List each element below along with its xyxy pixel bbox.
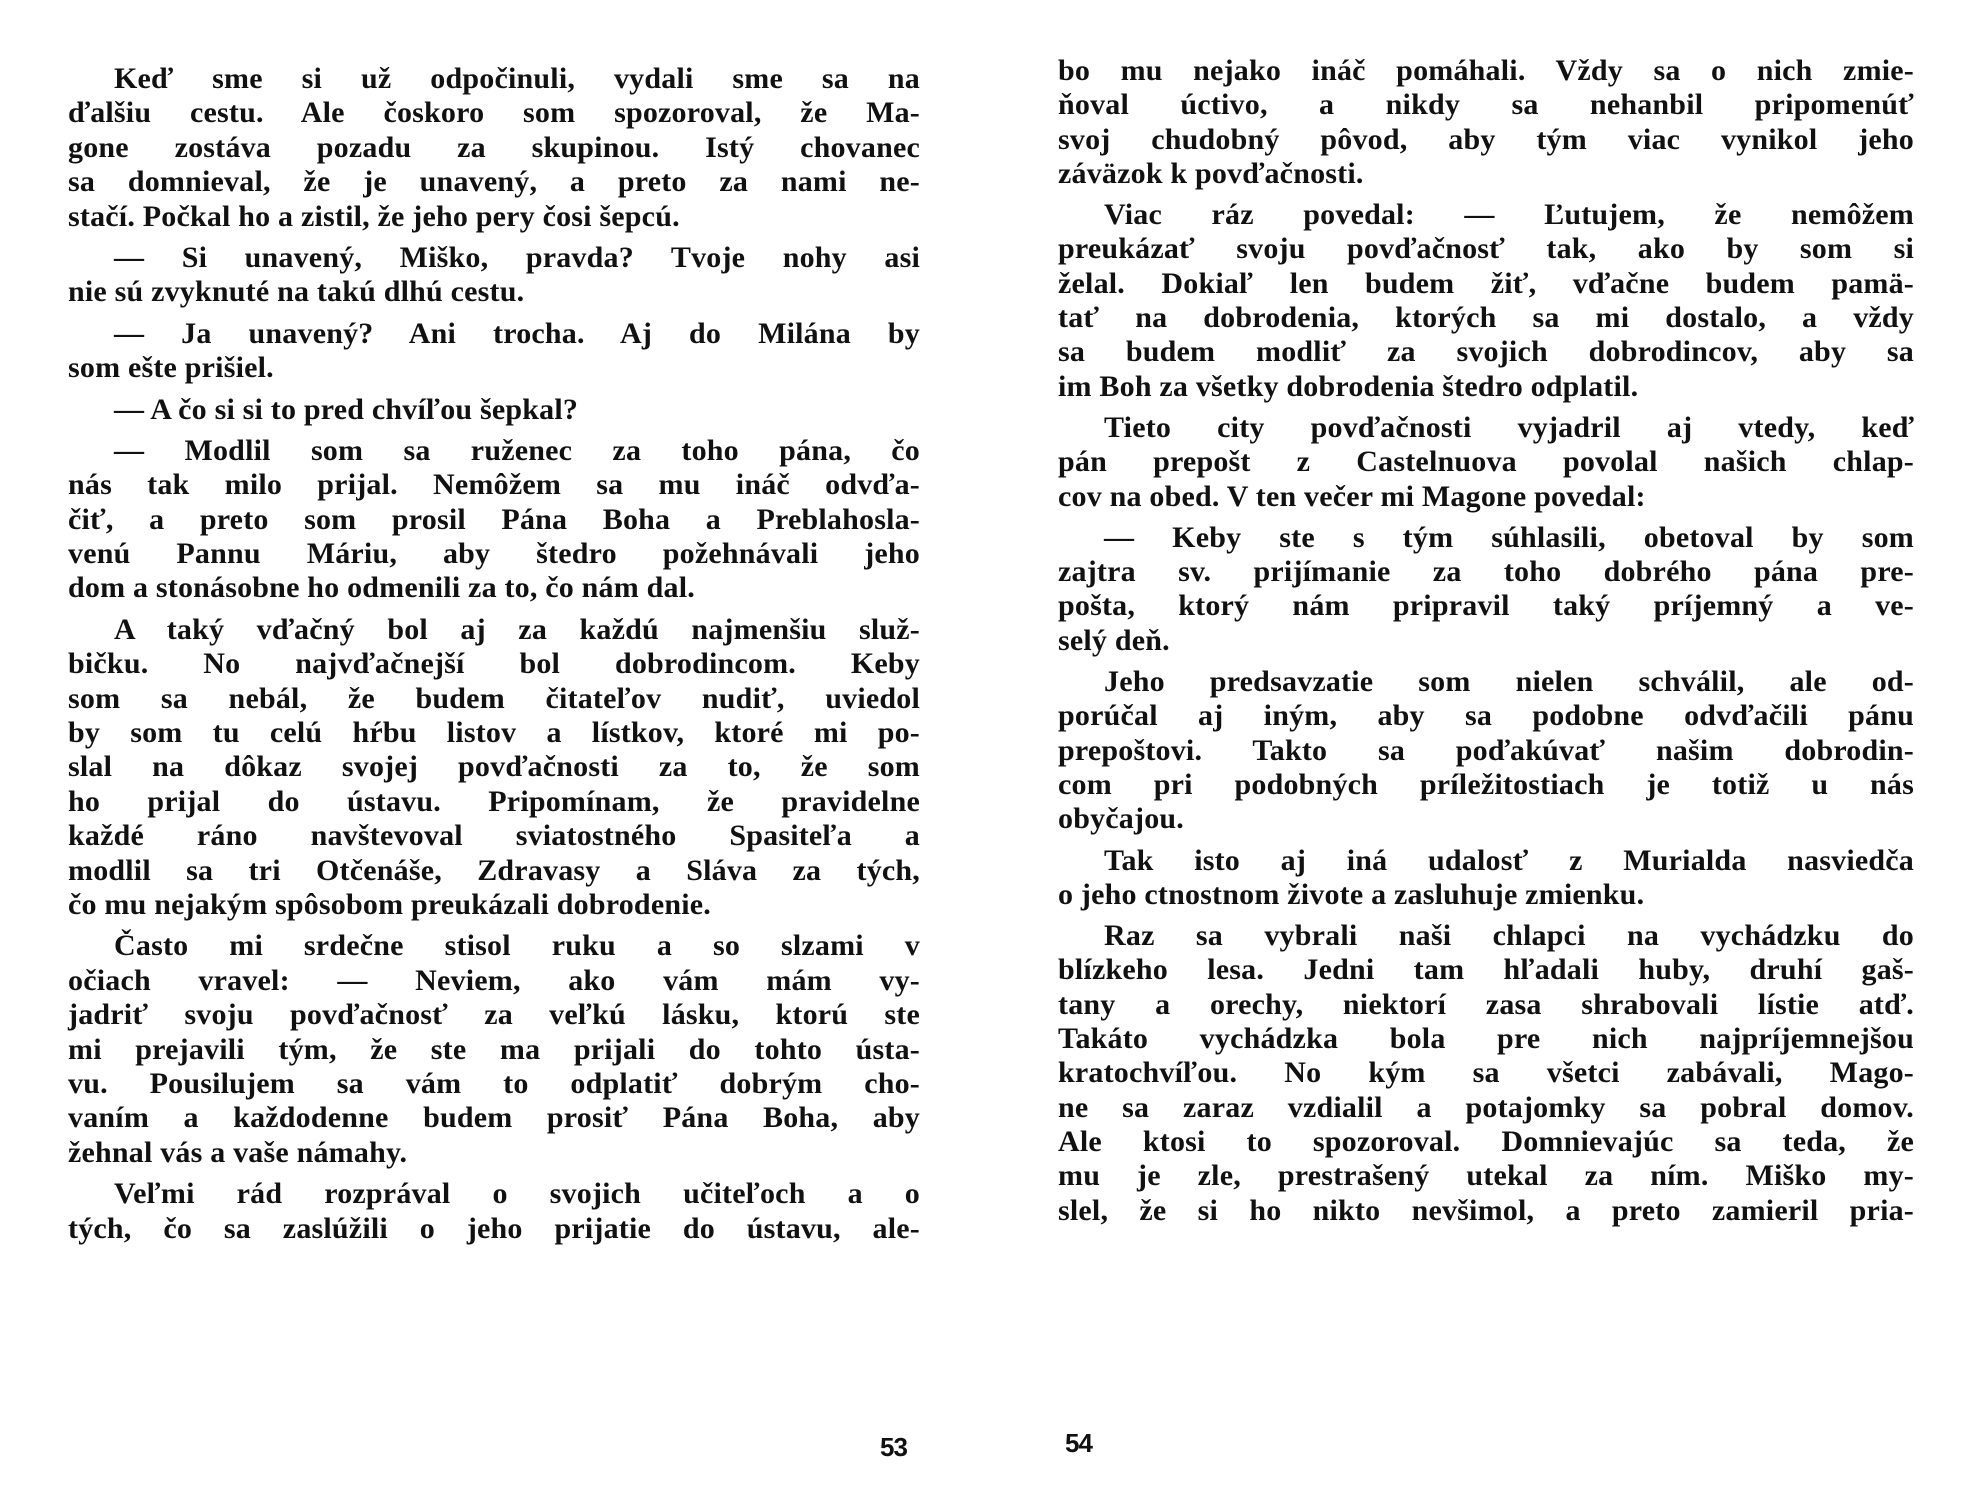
text-line: modlil sa tri Otčenáše, Zdravasy a Sláva za tých, (68, 853, 920, 887)
text-line: zajtra sv. prijímanie za toho dobrého pána pre- (1058, 555, 1914, 589)
text-line: venú Pannu Máriu, aby štedro požehnávali jeho (68, 537, 920, 571)
text-line: Takáto vychádzka bola pre nich najpríjemnejšou (1058, 1022, 1914, 1056)
text-line: záväzok k povďačnosti. (1058, 156, 1364, 190)
text-line: tať na dobrodenia, ktorých sa mi dostalo, a vždy (1058, 301, 1914, 335)
text-line: očiach vravel: — Neviem, ako vám mám vy- (68, 963, 920, 997)
text-line: Ale ktosi to spozoroval. Domnievajúc sa teda, že (1058, 1124, 1914, 1158)
text-line: kratochvíľou. No kým sa všetci zabávali, Mago- (1058, 1056, 1914, 1090)
text-line: preukázať svoju povďačnosť tak, ako by som si (1058, 232, 1914, 266)
text-line: jadriť svoju povďačnosť za veľkú lásku, ktorú ste (68, 998, 920, 1032)
text-line: ďalšiu cestu. Ale čoskoro som spozoroval, že Ma- (68, 96, 920, 130)
text-line: svoj chudobný pôvod, aby tým viac vynikol jeho (1058, 122, 1914, 156)
text-line: vaním a každodenne budem prosiť Pána Boha, aby (68, 1101, 920, 1135)
text-line: com pri podobných príležitostiach je totiž u nás (1058, 767, 1914, 801)
text-line: nie sú zvyknuté na takú dlhú cestu. (68, 275, 525, 309)
text-line: mi prejavili tým, že ste ma prijali do tohto ústa- (68, 1032, 920, 1066)
text-line: dom a stonásobne ho odmenili za to, čo nám dal. (68, 571, 695, 605)
text-line: prepoštovi. Takto sa poďakúvať našim dobrodin- (1058, 733, 1914, 767)
text-line: by som tu celú hŕbu listov a lístkov, ktoré mi po- (68, 716, 920, 750)
text-line: sa domnieval, že je unavený, a preto za nami ne- (68, 165, 920, 199)
paragraph-start-line: — Modlil som sa ruženec za toho pána, čo (114, 433, 920, 467)
left-page (68, 62, 920, 1246)
text-line: stačí. Počkal ho a zistil, že jeho pery čosi šepcú. (68, 199, 680, 233)
text-line: tany a orechy, niektorí zasa shrabovali lístie atď. (1058, 987, 1914, 1021)
page-number-left: 53 (880, 1432, 907, 1462)
right-page (1058, 54, 1914, 1228)
text-line: ňoval úctivo, a nikdy sa nehanbil pripomenúť (1058, 88, 1914, 122)
text-line: ne sa zaraz vzdialil a potajomky sa pobral domov. (1058, 1090, 1914, 1124)
text-line: nás tak milo prijal. Nemôžem sa mu ináč odvďa- (68, 468, 920, 502)
paragraph-start-line: Tak isto aj iná udalosť z Murialda nasviedča (1104, 843, 1914, 877)
paragraph-start-line: — Ja unavený? Ani trocha. Aj do Milána by (114, 316, 920, 350)
text-line: čo mu nejakým spôsobom preukázali dobrodenie. (68, 887, 711, 921)
text-line: selý deň. (1058, 623, 1170, 657)
text-line: im Boh za všetky dobrodenia štedro odplatil. (1058, 369, 1639, 403)
paragraph-start-line: — Keby ste s tým súhlasili, obetoval by som (1104, 520, 1914, 554)
paragraph-start-line: — Si unavený, Miško, pravda? Tvoje nohy asi (114, 240, 920, 274)
text-line: o jeho ctnostnom živote a zasluhuje zmienku. (1058, 877, 1645, 911)
text-line: bičku. No najvďačnejší bol dobrodincom. Keby (68, 647, 920, 681)
text-line: tých, čo sa zaslúžili o jeho prijatie do ústavu, ale- (68, 1211, 920, 1245)
text-line: ho prijal do ústavu. Pripomínam, že pravidelne (68, 784, 920, 818)
paragraph-start-line: A taký vďačný bol aj za každú najmenšiu služ- (114, 612, 920, 646)
text-line: vu. Pousilujem sa vám to odplatiť dobrým cho- (68, 1066, 920, 1100)
text-line: pán prepošt z Castelnuova povolal našich chlap- (1058, 445, 1914, 479)
text-line: slal na dôkaz svojej povďačnosti za to, že som (68, 750, 920, 784)
paragraph-start-line: Tieto city povďačnosti vyjadril aj vtedy, keď (1104, 410, 1914, 444)
text-line: slel, že si ho nikto nevšimol, a preto zamieril pria- (1058, 1193, 1914, 1227)
text-line: som sa nebál, že budem čitateľov nudiť, uviedol (68, 681, 920, 715)
text-line: sa budem modliť za svojich dobrodincov, aby sa (1058, 335, 1914, 369)
text-line: blízkeho lesa. Jedni tam hľadali huby, druhí gaš- (1058, 953, 1914, 987)
text-line: mu je zle, prestrašený utekal za ním. Miško my- (1058, 1159, 1914, 1193)
paragraph-start-line: Raz sa vybrali naši chlapci na vychádzku do (1104, 919, 1914, 953)
page-number-right: 54 (1065, 1428, 1092, 1458)
text-line: želal. Dokiaľ len budem žiť, vďačne budem pamä- (1058, 266, 1914, 300)
text-line: som ešte prišiel. (68, 351, 274, 385)
text-line: čiť, a preto som prosil Pána Boha a Preblahosla- (68, 502, 920, 536)
paragraph-start-line: Keď sme si už odpočinuli, vydali sme sa na (114, 62, 920, 95)
paragraph-start-line: Často mi srdečne stisol ruku a so slzami v (114, 929, 920, 963)
text-line: gone zostáva pozadu za skupinou. Istý chovanec (68, 130, 920, 164)
text-line: každé ráno navštevoval sviatostného Spasiteľa a (68, 819, 920, 853)
paragraph-start-line: Viac ráz povedal: — Ľutujem, že nemôžem (1104, 198, 1914, 232)
text-line: cov na obed. V ten večer mi Magone povedal: (1058, 479, 1646, 513)
text-line: pošta, ktorý nám pripravil taký príjemný a ve- (1058, 589, 1914, 623)
paragraph-start-line: Veľmi rád rozprával o svojich učiteľoch a o (114, 1177, 920, 1211)
paragraph-start-line: — A čo si si to pred chvíľou šepkal? (114, 392, 579, 426)
text-line: obyčajou. (1058, 802, 1184, 836)
paragraph-start-line: Jeho predsavzatie som nielen schválil, ale od- (1104, 665, 1914, 699)
text-line: žehnal vás a vaše námahy. (68, 1135, 408, 1169)
text-line: bo mu nejako ináč pomáhali. Vždy sa o nich zmie- (1058, 54, 1914, 87)
text-line: porúčal aj iným, aby sa podobne odvďačili pánu (1058, 699, 1914, 733)
